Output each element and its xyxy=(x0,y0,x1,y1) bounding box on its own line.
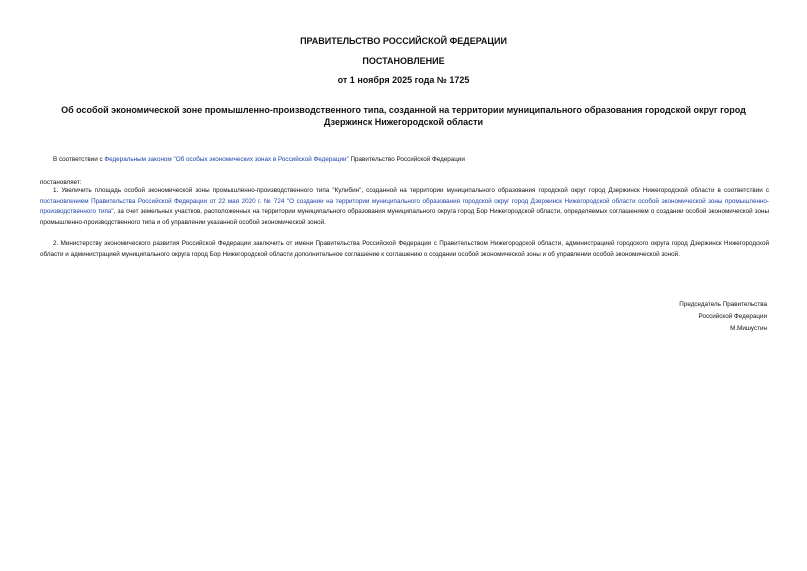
item-1-text-b: , за счет земельных участков, расположенных на территории муниципального образования муниципального округа город Бор Нижегородской области, определяемых соглашением о создании особой экономической зоны промышленно-производственного типа и об управлении указанной особой экономической зоной. xyxy=(40,208,769,226)
intro-prefix: В соответствии с xyxy=(53,156,105,163)
signature-name: М.Мишустин xyxy=(730,325,767,332)
intro-suffix: Правительство Российской Федерации xyxy=(348,156,465,163)
document-date-number: от 1 ноября 2025 года № 1725 xyxy=(337,75,470,85)
signature-position-line2: Российской Федерации xyxy=(698,313,767,320)
document-type: ПОСТАНОВЛЕНИЕ xyxy=(362,56,445,66)
intro-paragraph xyxy=(40,155,769,166)
signature-block xyxy=(679,299,767,335)
item-1-text-a: 1. Увеличить площадь особой экономической зоны промышленно-производственного типа "Кулибин", созданной на территории муниципального образования городской округ город Дзержинск Нижегородской области в соответствии с xyxy=(53,187,769,194)
decree-word: постановляет: xyxy=(40,179,82,186)
resolution-724-link[interactable]: постановлением Правительства Российской Федерации от 22 мая 2020 г. № 724 "О создании на территории муниципального образования городской округ город Дзержинск Нижегородской области особой экономической зоны промышленно-производственного типа" xyxy=(40,197,769,216)
document-title: Об особой экономической зоне промышленно-производственного типа, созданной на территории муниципального образования городской округ город Дзержинск Нижегородской области xyxy=(61,105,746,127)
issuing-authority: ПРАВИТЕЛЬСТВО РОССИЙСКОЙ ФЕДЕРАЦИИ xyxy=(300,36,507,46)
item-2-paragraph: 2. Министерству экономического развития Российской Федерации заключить от имени Правительства Российской Федерации с Правительством Нижегородской области, администрацией городского округа город Дзержинск Нижегородской области и администрацией муниципального округа город Бор Нижегородской области дополнительное соглашение к соглашению о создании особой экономической зоны и об управлении особой экономической зоной. xyxy=(40,240,769,258)
item-1-paragraph xyxy=(40,186,769,228)
signature-position-line1: Председатель Правительства xyxy=(679,301,767,308)
federal-law-link[interactable]: Федеральным законом "Об особых экономических зонах в Российской Федерации" xyxy=(104,156,349,163)
